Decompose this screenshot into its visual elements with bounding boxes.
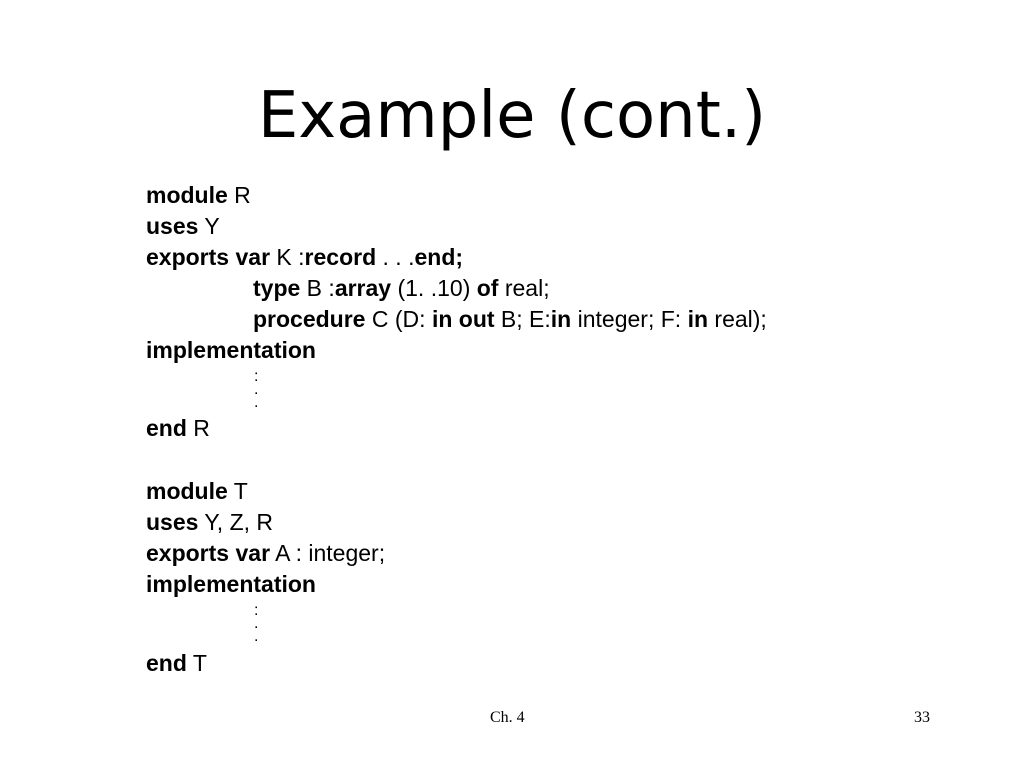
code-line-procedure-c [253, 304, 767, 335]
keyword: end [146, 415, 187, 441]
page-number: 33 [914, 709, 930, 726]
code-line-end-r [146, 413, 210, 444]
code-line-type-b [253, 273, 550, 304]
keyword: end; [414, 244, 464, 270]
code-line-implementation-r [146, 335, 316, 366]
keyword: uses [146, 509, 199, 535]
code-text: T [227, 478, 248, 504]
keyword: in [550, 306, 572, 332]
slide-title: Example (cont.) [257, 79, 767, 153]
code-text: Y [198, 213, 220, 239]
keyword: var [235, 244, 271, 270]
code-line-module-t [146, 476, 248, 507]
code-text: Y, Z, R [198, 509, 274, 535]
code-text: (1. .10) [391, 275, 477, 301]
keyword: array [334, 275, 392, 301]
code-text: K : [270, 244, 305, 270]
ellipsis-dots: : . . [254, 368, 259, 411]
code-text: T [186, 650, 207, 676]
code-text: real; [498, 275, 550, 301]
keyword: in out [431, 306, 495, 332]
keyword: procedure [253, 306, 366, 332]
code-line-exports-a [146, 538, 385, 569]
code-line-uses-yzr [146, 507, 273, 538]
keyword: module [146, 182, 228, 208]
keyword: module [146, 478, 228, 504]
code-text: B : [300, 275, 335, 301]
footer-chapter: Ch. 4 [490, 709, 525, 726]
keyword: type [253, 275, 301, 301]
code-text: B; E: [494, 306, 551, 332]
code-text: R [186, 415, 210, 441]
keyword: end [146, 650, 187, 676]
code-text: real); [708, 306, 767, 332]
ellipsis-dots: : . . [254, 602, 259, 645]
code-text: . . . [376, 244, 415, 270]
code-line-uses-y [146, 211, 220, 242]
keyword: exports [146, 540, 230, 566]
code-line-module-r [146, 180, 251, 211]
code-line-end-t [146, 648, 207, 679]
keyword: implementation [146, 571, 316, 597]
code-text: integer; F: [571, 306, 688, 332]
code-line-implementation-t [146, 569, 316, 600]
keyword: var [235, 540, 271, 566]
code-line-exports-k [146, 242, 463, 273]
code-text: C (D: [365, 306, 432, 332]
keyword: uses [146, 213, 199, 239]
keyword: implementation [146, 337, 316, 363]
keyword: record [304, 244, 377, 270]
keyword: of [476, 275, 499, 301]
keyword: in [687, 306, 709, 332]
code-text: A : integer; [270, 540, 386, 566]
keyword: exports [146, 244, 230, 270]
code-text: R [227, 182, 251, 208]
